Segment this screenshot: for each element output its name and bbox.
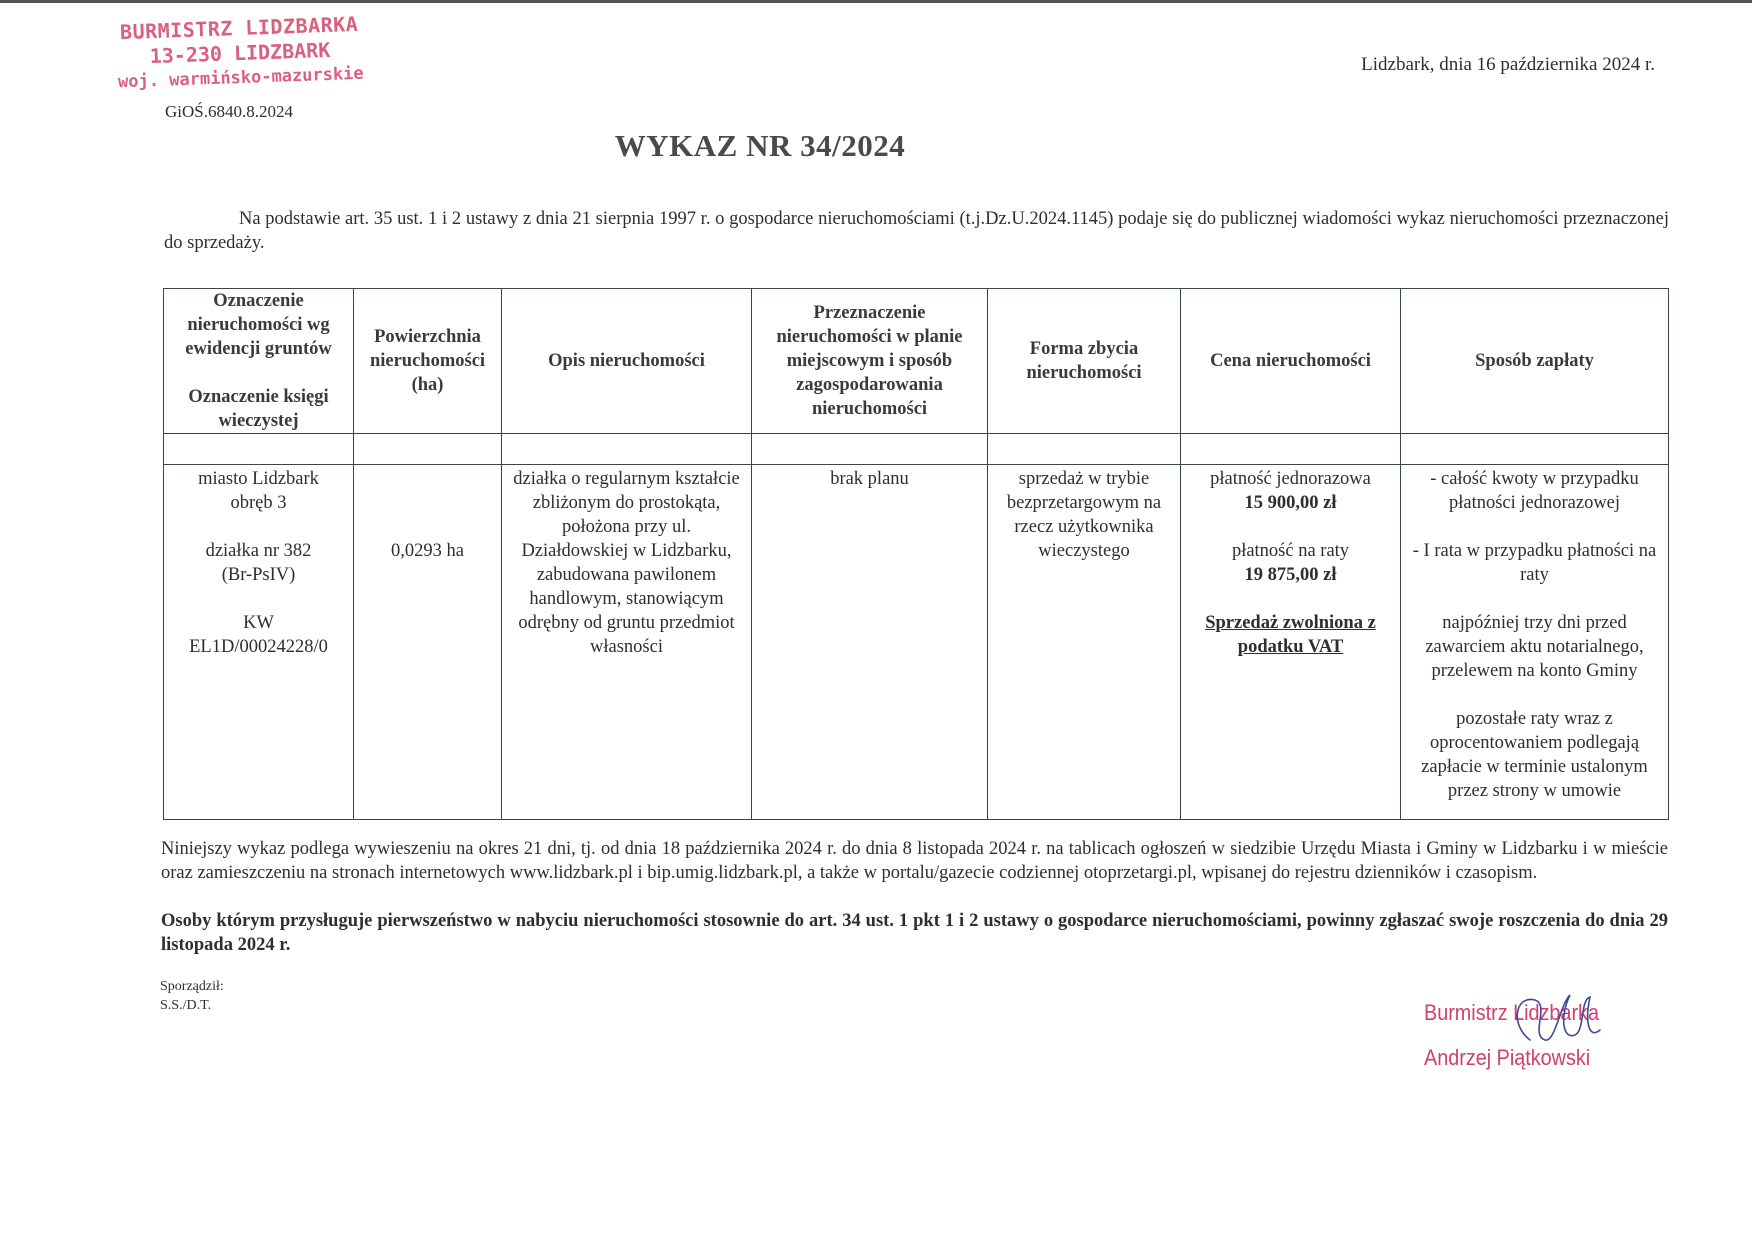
signature-name: Andrzej Piątkowski bbox=[1424, 1045, 1591, 1070]
stamp-line-3: woj. warmińsko-mazurskie bbox=[117, 63, 364, 93]
cell-price bbox=[1181, 465, 1401, 820]
property-listing-table bbox=[163, 288, 1669, 820]
document-date: Lidzbark, dnia 16 października 2024 r. bbox=[1361, 54, 1655, 75]
signature-title: Burmistrz Lidzbarka bbox=[1424, 1000, 1599, 1025]
header-area: Powierzchnia nieruchomości (ha) bbox=[354, 289, 502, 434]
cell-property-designation: miasto Lidzbark obręb 3 działka nr 382 (Br-PsIV) KW EL1D/00024228/0 bbox=[164, 465, 354, 820]
prepared-by-label: Sporządził: bbox=[160, 979, 224, 994]
header-zoning: Przeznaczenie nieruchomości w planie miejscowym i sposób zagospodarowania nieruchomości bbox=[752, 289, 988, 434]
table-row bbox=[164, 465, 1669, 820]
table-spacer-row bbox=[164, 434, 1669, 465]
cell-zoning: brak planu bbox=[752, 465, 988, 820]
header-sale-form: Forma zbycia nieruchomości bbox=[988, 289, 1181, 434]
header-price: Cena nieruchomości bbox=[1181, 289, 1401, 434]
table-header-row bbox=[164, 289, 1669, 434]
cell-payment-method: - całość kwoty w przypadku płatności jednorazowej - I rata w przypadku płatności na raty najpóźniej trzy dni przed zawarciem aktu notarialnego, przelewem na konto Gminy pozostałe raty wraz z oprocentowaniem podlegają zapłacie w terminie ustalonym przez strony w umowie bbox=[1401, 465, 1669, 820]
case-number: GiOŚ.6840.8.2024 bbox=[165, 102, 293, 121]
price-one-time-label: płatność jednorazowa bbox=[1210, 469, 1371, 489]
vat-exemption-note: Sprzedaż zwolniona z podatku VAT bbox=[1205, 613, 1376, 657]
cell-sale-form: sprzedaż w trybie bezprzetargowym na rzecz użytkownika wieczystego bbox=[988, 465, 1181, 820]
mayor-signature bbox=[1420, 985, 1660, 1075]
header-land-register-label: Oznaczenie księgi wieczystej bbox=[188, 387, 329, 431]
price-installments-value: 19 875,00 zł bbox=[1244, 565, 1337, 585]
stamp-line-1: BURMISTRZ LIDZBARKA bbox=[119, 11, 359, 45]
header-description: Opis nieruchomości bbox=[502, 289, 752, 434]
signature-scribble-icon bbox=[1490, 985, 1610, 1055]
header-payment-method: Sposób zapłaty bbox=[1401, 289, 1669, 434]
document-title: WYKAZ NR 34/2024 bbox=[614, 128, 906, 163]
priority-claims-notice: Osoby którym przysługuje pierwszeństwo w nabyciu nieruchomości stosownie do art. 34 ust. 1 pkt 1 i 2 ustawy o gospodarce nieruchomościami, powinny zgłaszać swoje roszczenia do dnia 29 listopada 2024 r. bbox=[161, 911, 1668, 955]
header-cadastral-label: Oznaczenie nieruchomości wg ewidencji gruntów bbox=[185, 291, 332, 359]
stamp-line-2: 13-230 LIDZBARK bbox=[149, 37, 331, 69]
office-stamp bbox=[99, 11, 381, 96]
prepared-by-initials: S.S./D.T. bbox=[160, 998, 212, 1013]
intro-paragraph: Na podstawie art. 35 ust. 1 i 2 ustawy z dnia 21 sierpnia 1997 r. o gospodarce nieruchomościami (t.j.Dz.U.2024.1145) podaje się do publicznej wiadomości wykaz nieruchomości przeznaczonej do sprzedaży. bbox=[164, 209, 1669, 253]
posting-notice: Niniejszy wykaz podlega wywieszeniu na okres 21 dni, tj. od dnia 18 października 2024 r. do dnia 8 listopada 2024 r. na tablicach ogłoszeń w siedzibie Urzędu Miasta i Gminy w Lidzbarku i w mieście oraz zamieszczeniu na stronach internetowych www.lidzbark.pl i bip.umig.lidzbark.pl, a także w portalu/gazecie codziennej otoprzetargi.pl, wpisanej do rejestru dzienników i czasopism. bbox=[161, 839, 1668, 883]
prepared-by-block bbox=[160, 977, 224, 1015]
cell-description: działka o regularnym kształcie zbliżonym do prostokąta, położona przy ul. Działdowskiej w Lidzbarku, zabudowana pawilonem handlowym, stanowiącym odrębny od gruntu przedmiot własności bbox=[502, 465, 752, 820]
cell-area: 0,0293 ha bbox=[354, 465, 502, 820]
price-one-time-value: 15 900,00 zł bbox=[1244, 493, 1337, 513]
price-installments-label: płatność na raty bbox=[1231, 541, 1350, 561]
header-property-designation bbox=[164, 289, 354, 434]
top-border-rule bbox=[0, 0, 1752, 3]
